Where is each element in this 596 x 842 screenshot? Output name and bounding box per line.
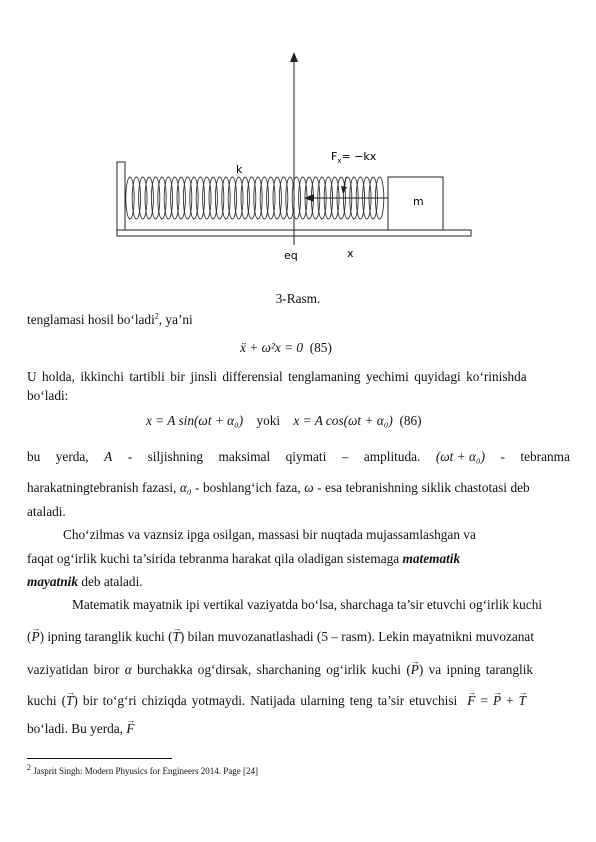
line4-word: amplituda. bbox=[363, 449, 421, 464]
vector-P: → P bbox=[31, 629, 39, 645]
line4-word: – bbox=[341, 449, 349, 464]
spring-coil bbox=[177, 177, 185, 219]
spring-coil bbox=[286, 177, 294, 219]
line4-word: bu bbox=[27, 449, 41, 464]
spring-coil bbox=[209, 177, 217, 219]
spring-coil bbox=[273, 177, 281, 219]
force-pointer-head-icon bbox=[341, 186, 347, 194]
spring-coil bbox=[196, 177, 204, 219]
text-line-14: bo‘ladi. Bu yerda, → F bbox=[27, 721, 570, 737]
spring-coil bbox=[203, 177, 211, 219]
spring-coil bbox=[215, 177, 223, 219]
spring-coil bbox=[183, 177, 191, 219]
text-line-11: (→ P) ipning taranglik kuchi (→ T) bilan muvozanatlashadi (5 – rasm). Lekin mayatnikni muvozanat bbox=[27, 629, 570, 645]
spring-coil bbox=[292, 177, 300, 219]
line4-word: qiymati bbox=[285, 449, 327, 464]
text-line-7: Cho‘zilmas va vaznsiz ipga osilgan, massasi bir nuqtada mujassamlashgan va bbox=[63, 527, 476, 542]
footnote-separator bbox=[27, 758, 172, 759]
spring-constant-label: k bbox=[236, 163, 243, 176]
equation-86: x = A sin(ωt + α₀) yoki x = A cos(ωt + α₀) (86) bbox=[146, 413, 422, 428]
spring-coil bbox=[151, 177, 159, 219]
text-line-13: kuchi (→ T) bir to‘g‘ri chiziqda yotmaydi. Natijada ularning teng ta’sir etuvchisi → F = → P + → T bbox=[27, 693, 570, 709]
line4-word: A bbox=[104, 449, 113, 464]
axis-arrow-icon bbox=[290, 52, 298, 62]
spring-coil bbox=[222, 177, 230, 219]
text-line-4 bbox=[27, 449, 570, 465]
wall bbox=[117, 162, 125, 230]
line4-word: siljishning bbox=[147, 449, 204, 464]
text-line-10: Matematik mayatnik ipi vertikal vaziyatda bo‘lsa, sharchaga ta’sir etuvchi og‘irlik kuchi bbox=[72, 597, 543, 612]
spring-coil bbox=[158, 177, 166, 219]
spring-mass-figure bbox=[110, 40, 480, 265]
text-line-9: mayatnik deb ataladi. bbox=[27, 574, 143, 589]
footnote: $^2$ Jasprit Singh: Modern Phyusics for Engineers 2014. Page [24] bbox=[27, 763, 258, 776]
spring-coil bbox=[228, 177, 236, 219]
spring-coil bbox=[254, 177, 262, 219]
spring-coil bbox=[139, 177, 147, 219]
vector-P: → P bbox=[411, 662, 419, 678]
vector-T: → T bbox=[519, 693, 526, 709]
equation-85: ẍ + ω²x = 0 (85) bbox=[240, 340, 332, 355]
x-label: x bbox=[347, 247, 354, 260]
spring-coil bbox=[260, 177, 268, 219]
spring-coil bbox=[247, 177, 255, 219]
spring-coil bbox=[126, 177, 134, 219]
text-line-2: U holda, ikkinchi tartibli bir jinsli differensial tenglamaning yechimi quyidagi ko‘rinishda bbox=[27, 369, 527, 384]
spring-coil bbox=[132, 177, 140, 219]
line4-word: yerda, bbox=[55, 449, 89, 464]
line4-word: maksimal bbox=[218, 449, 271, 464]
figure-caption: 3-Rasm. bbox=[275, 291, 321, 306]
spring-coil bbox=[267, 177, 275, 219]
text-line-6: ataladi. bbox=[27, 504, 66, 519]
line4-word: - bbox=[127, 449, 133, 464]
vector-T: → T bbox=[66, 693, 73, 709]
spring-coil bbox=[145, 177, 153, 219]
vector-T: → T bbox=[173, 629, 180, 645]
text-line-1: tenglamasi hosil bo‘ladi$^2$, ya’ni bbox=[27, 311, 193, 327]
spring-coil bbox=[171, 177, 179, 219]
footnote-ref: 2 bbox=[154, 311, 159, 321]
force-arrowhead-icon bbox=[304, 194, 314, 202]
spring-coil bbox=[190, 177, 198, 219]
spring-coil bbox=[241, 177, 249, 219]
line4-word: - bbox=[500, 449, 505, 464]
eq-label: eq bbox=[284, 249, 298, 262]
spring-coil bbox=[235, 177, 243, 219]
vector-F: → F bbox=[126, 721, 134, 737]
spring-coil bbox=[164, 177, 172, 219]
text-line-8: faqat og‘irlik kuchi ta’sirida tebranma harakat qila oladigan sistemaga matematik bbox=[27, 551, 461, 566]
text-line-5: harakatningtebranish fazasi, α₀ - boshlang‘ich faza, ω - esa tebranishning siklik chastotasi deb bbox=[27, 480, 530, 495]
spring-coil bbox=[279, 177, 287, 219]
line4-word: tebranma bbox=[520, 449, 570, 464]
line4-word: (ωt + α₀) bbox=[435, 449, 486, 464]
text-line-12: vaziyatidan biror α burchakka og‘dirsak, sharchaning og‘irlik kuchi (→ P) va ipning taranglik bbox=[27, 662, 570, 678]
force-label: $F_x= -kx$ bbox=[331, 150, 377, 165]
vector-P: → P bbox=[493, 693, 501, 709]
vector-F: → F bbox=[467, 693, 475, 709]
mass-label: m bbox=[413, 195, 424, 208]
text-line-3: bo‘ladi: bbox=[27, 388, 69, 403]
